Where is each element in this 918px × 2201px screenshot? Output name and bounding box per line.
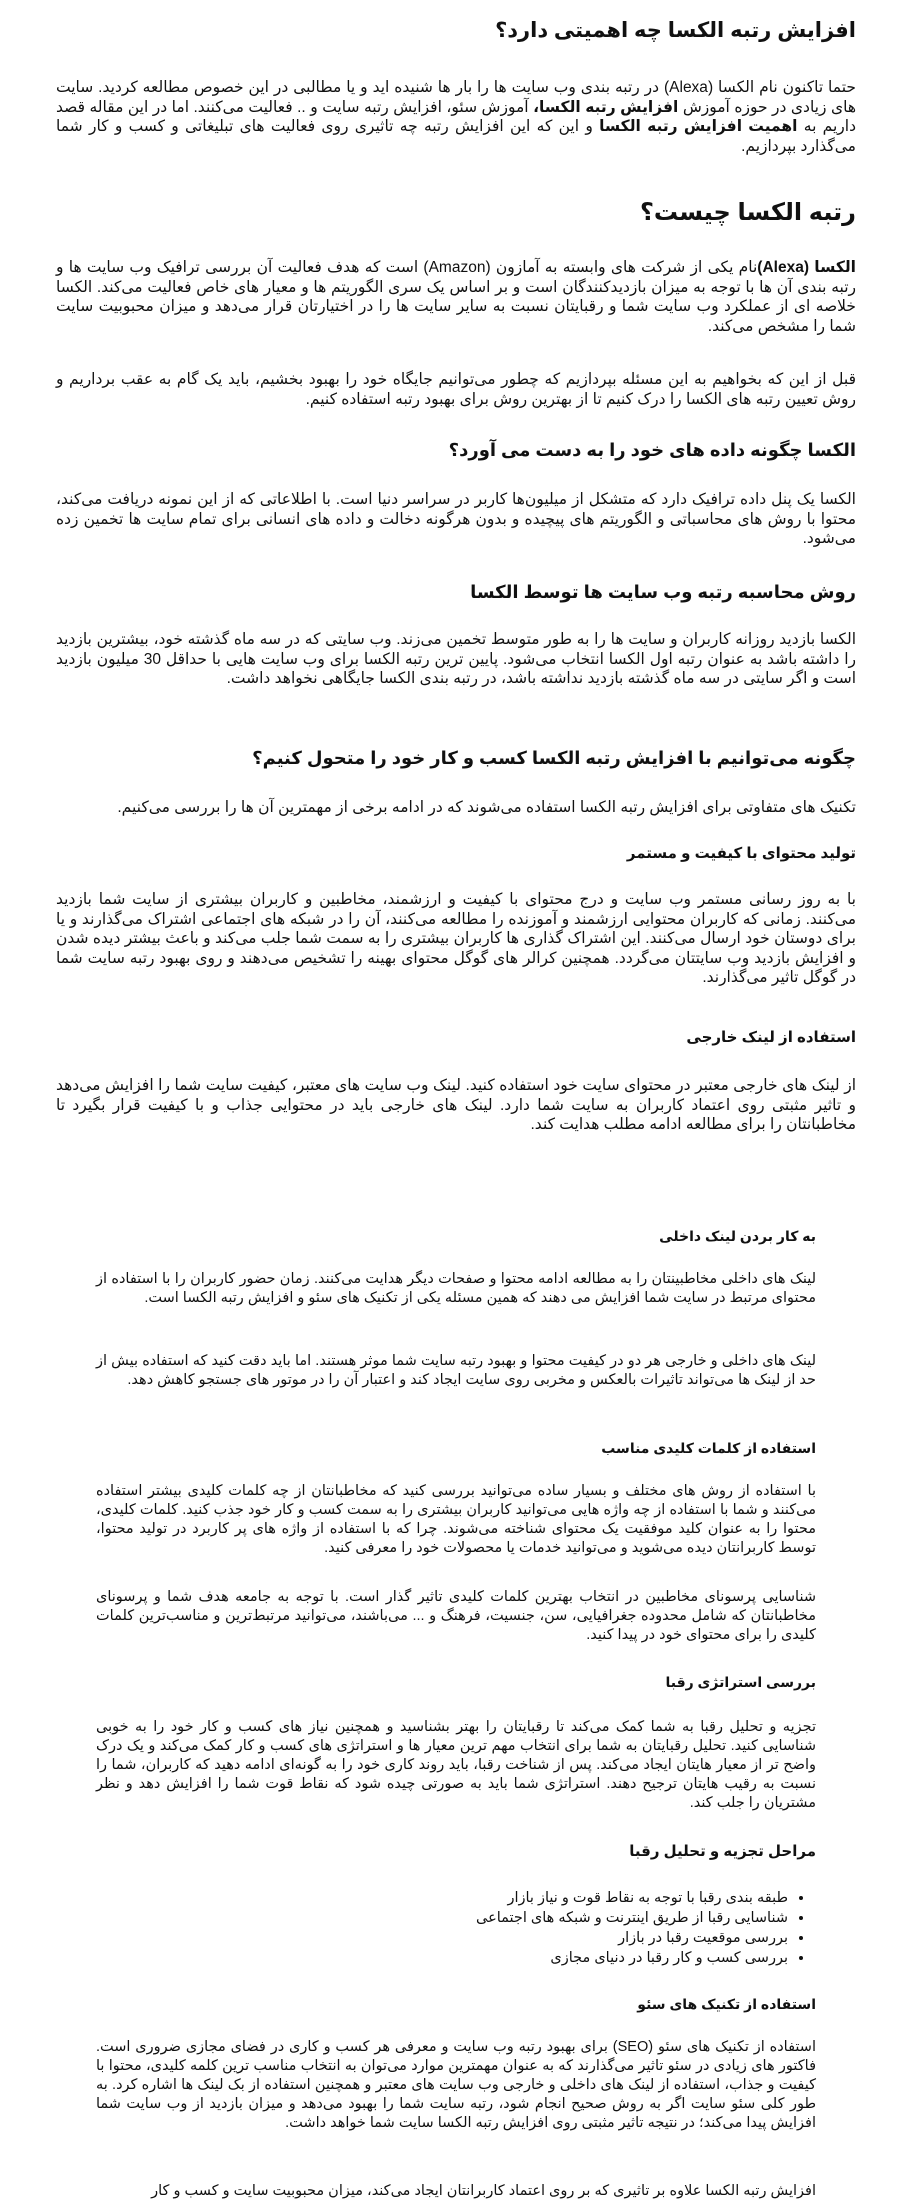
heading-competitors: بررسی استراتژی رقبا: [665, 1674, 816, 1690]
internal-links-paragraph-1: لینک های داخلی مخاطبینتان را به مطالعه ادامه محتوا و صفحات دیگر هدایت می‌کنند. زمان حضور کاربران را با استفاده از محتوای مرتبط در سایت شما افزایش می دهند که همین مسئله یکی از تکنیک های سئو و افزایش رتبه الکسا است.: [96, 1271, 816, 1306]
list-item: • بررسی کسب و کار رقبا در دنیای مجازی: [476, 1948, 788, 1968]
list-item: • شناسایی رقبا از طریق اینترنت و شبکه های اجتماعی: [476, 1908, 788, 1928]
what-is-bold: الکسا (Alexa): [757, 259, 856, 276]
heading-what-is-alexa: رتبه الکسا چیست؟: [640, 199, 856, 226]
data-source-paragraph: الکسا یک پنل داده ترافیک دارد که متشکل از میلیون‌ها کاربر در سراسر دنیا است. با اطلاعاتی که از این نمونه دریافت می‌کند، محتوا با روش های محاسباتی و الگوریتم های پیچیده و بدون هرگونه دخالت و داده های انسانی برای تمام سایت ها تخمین زده می‌شود.: [56, 491, 856, 547]
heading-external-links: استفاده از لینک خارجی: [686, 1029, 856, 1046]
method-paragraph: الکسا بازدید روزانه کاربران و سایت ها را به طور متوسط تخمین می‌زند. وب سایتی که در سه ماه گذشته خود، بیشترین بازدید را داشته باشد به عنوان رتبه اول الکسا انتخاب می‌شود. پایین ترین رتبه الکسا برای وب سایت هایی با حداقل 30 میلیون بازدید است و اگر سایتی در سه ماه گذشته بازدید نداشته باشد، در رتبه بندی الکسا جایگاهی نخواهد داشت.: [56, 631, 856, 687]
heading-quality-content: تولید محتوای با کیفیت و مستمر: [626, 845, 856, 862]
intro-text-3: و این که این افزایش رتبه چه تاثیری روی فعالیت های تبلیغاتی و کسب و کار شما می‌گذارد بپردازیم.: [56, 118, 856, 155]
keywords-paragraph-1: با استفاده از روش های مختلف و بسیار ساده می‌توانید بررسی کنید که مخاطبانتان از چه کلمات کلیدی بیشتر استفاده می‌کنند و شما با استفاده از چه واژه هایی می‌توانید کاربران بیشتری را به سمت کسب و کار خود جذب کنید. کلمات کلیدی، محتوا را به عنوان کلید موفقیت یک محتوای شناخته می‌شوند. چرا که با استفاده از واژه های پر کاربرد در تولید محتوا، توسط کاربرانتان دیده می‌شوید و می‌توانید خدمات یا محصولات خود را معرفی کنید.: [96, 1483, 816, 1556]
seo-paragraph-1: استفاده از تکنیک های سئو (SEO) برای بهبود رتبه وب سایت و معرفی هر کسب و کاری در فضای مجازی ضروری است. فاکتور های زیادی در سئو تاثیر می‌گذارند که به عنوان مهمترین موارد می‌توان به انتخاب مناسب ترین کلمه کلیدی، محتوا با کیفیت و جذاب، استفاده از لینک های داخلی و خارجی وب سایت های معتبر و همچنین استفاده از بک لینک ها اشاره کرد. به طور کلی سئو سایت اگر به روش صحیح انجام شود، رتبه سایت شما را بهبود می‌دهد و میزان بازدید از وب سایت شما افزایش پیدا می‌کند؛ در نتیجه تاثیر مثبتی روی افزایش رتبه الکسا سایت شما خواهد داشت.: [96, 2039, 816, 2131]
seo-paragraph-2: افزایش رتبه الکسا علاوه بر تاثیری که بر روی اعتماد کاربرانتان ایجاد می‌کند، میزان محبوبیت سایت و کسب و کار: [151, 2183, 816, 2199]
heading-method: روش محاسبه رتبه وب سایت ها توسط الکسا: [470, 582, 856, 602]
what-is-paragraph-2: قبل از این که بخواهیم به این مسئله بپردازیم که چطور می‌توانیم جایگاه خود را بهبود بخشیم، باید یک گام به عقب برداریم و روش تعیین رتبه های الکسا را درک کنیم تا از بهترین روش برای بهبود رتبه استفاده کنیم.: [56, 371, 856, 408]
page-title: افزایش رتبه الکسا چه اهمیتی دارد؟: [495, 19, 856, 42]
internal-links-paragraph-2: لینک های داخلی و خارجی هر دو در کیفیت محتوا و بهبود رتبه سایت شما موثر هستند. اما باید دقت کنید که استفاده بیش از حد از لینک ها می‌تواند تاثیرات بالعکس و مخربی روی سایت ایجاد کند و اعتبار آن را در موتور های جستجو کاهش دهد.: [96, 1353, 816, 1388]
intro-text-2: آموزش سئو، افزایش رتبه سایت و .. فعالیت می‌کنند. اما در این مقاله قصد داریم به: [56, 98, 856, 135]
intro-bold-1: افزایش رتبه الکسا،: [533, 98, 679, 116]
what-is-paragraph-1: [56, 258, 856, 336]
what-is-text: نام یکی از شرکت های وابسته به آمازون (Amazon) است که هدف فعالیت آن بررسی ترافیک وب سایت ها و رتبه بندی آن ها با توجه به میزان بازدیدکنندگان است و بر اساس یک سری الگوریتم ها و معیار های خاص فعالیت می‌کند. الکسا خلاصه ای از عملکرد وب سایت شما و رقبایتان نسبت به سایر سایت ها را در اختیارتان قرار می‌دهد و میزان محبوبیت سایت شما را مشخص می‌کند.: [56, 259, 856, 335]
heading-seo: استفاده از تکنیک های سئو: [637, 1996, 816, 2012]
intro-text-1: حتما تاکنون نام الکسا (Alexa) در رتبه بندی وب سایت ها را بار ها شنیده اید و یا مطالبی در این خصوص مطالعه کردید. سایت های زیادی در حوزه آموزش: [56, 79, 857, 116]
heading-internal-links: به کار بردن لینک داخلی: [659, 1228, 816, 1244]
heading-analysis-stages: مراحل تجزیه و تحلیل رقبا: [629, 1843, 816, 1860]
analysis-stages-list: [476, 1888, 816, 1968]
intro-bold-2: اهمیت افزایش رتبه الکسا: [599, 118, 798, 135]
quality-content-paragraph: با به روز رسانی مستمر وب سایت و درج محتوای با کیفیت و ارزشمند، مخاطبین و کاربران بیشتری از سایت شما بازدید می‌کنند. زمانی که کاربران محتوایی ارزشمند و آموزنده را مطالعه می‌کنند، آن را در شبکه های اجتماعی اشتراک می‌گذارند و یا برای دوستان خود ارسال می‌کنند. این اشتراک گذاری ها کاربران بیشتری را به سمت شما جلب می‌کند و باعث بیشتر دیده شدن و افزایش بازدید وب سایتتان می‌گردد. همچنین کرالر های گوگل محتوای بهینه را تشخیص می‌دهند و روی بهبود رتبه سایت شما در گوگل تاثیر می‌گذارند.: [56, 891, 856, 986]
competitors-paragraph: تجزیه و تحلیل رقبا به شما کمک می‌کند تا رقبایتان را بهتر بشناسید و همچنین نیاز های کسب و کار خود را به خوبی شناسایی کنید. تحلیل رقبایتان به شما برای انتخاب مهم ترین معیار ها و استراتژی های کسب و کار کمک می‌کند و یک درک واضح تر از معیار هایتان ایجاد می‌کند. پس از شناخت رقبا، باید روند کاری خود را به گونه‌ای ادامه دهید که کاربران، شما را نسبت به رقیب هایتان ترجیح دهند. استراتژی شما باید به صورتی چیده شود که نقاط قوت شما را افزایش دهد و نظر مشتریان را جلب کند.: [96, 1719, 816, 1811]
heading-how-to: چگونه می‌توانیم با افزایش رتبه الکسا کسب و کار خود را متحول کنیم؟: [252, 748, 856, 768]
how-to-paragraph: تکنیک های متفاوتی برای افزایش رتبه الکسا استفاده می‌شوند که در ادامه برخی از مهمترین آن ها را بررسی می‌کنیم.: [117, 799, 856, 816]
list-item: • بررسی موقعیت رقبا در بازار: [476, 1928, 788, 1948]
heading-keywords: استفاده از کلمات کلیدی مناسب: [601, 1440, 816, 1456]
heading-data-source: الکسا چگونه داده های خود را به دست می آورد؟: [448, 440, 856, 460]
external-links-paragraph: از لینک های خارجی معتبر در محتوای سایت خود استفاده کنید. لینک وب سایت های معتبر، کیفیت سایت شما را افزایش می‌دهد و تاثیر مثبتی روی اعتماد کاربران به سایت شما دارد. لینک های خارجی باید در محتوایی جذاب و با کیفیت قرار بگیرد تا مخاطبانتان را برای مطالعه ادامه مطلب هدایت کند.: [56, 1077, 856, 1133]
keywords-paragraph-2: شناسایی پرسونای مخاطبین در انتخاب بهترین کلمات کلیدی تاثیر گذار است. با توجه به جامعه هدف شما و پرسونای مخاطبانتان که شامل محدوده جغرافیایی، سن، جنسیت، فرهنگ و ... می‌باشند، می‌توانید مرتبط‌ترین و مناسب‌ترین کلمات کلیدی را برای محتوای خود در پیدا کنید.: [96, 1589, 816, 1643]
intro-paragraph: [56, 78, 856, 156]
list-item: • طبقه بندی رقبا با توجه به نقاط قوت و نیاز بازار: [476, 1888, 788, 1908]
